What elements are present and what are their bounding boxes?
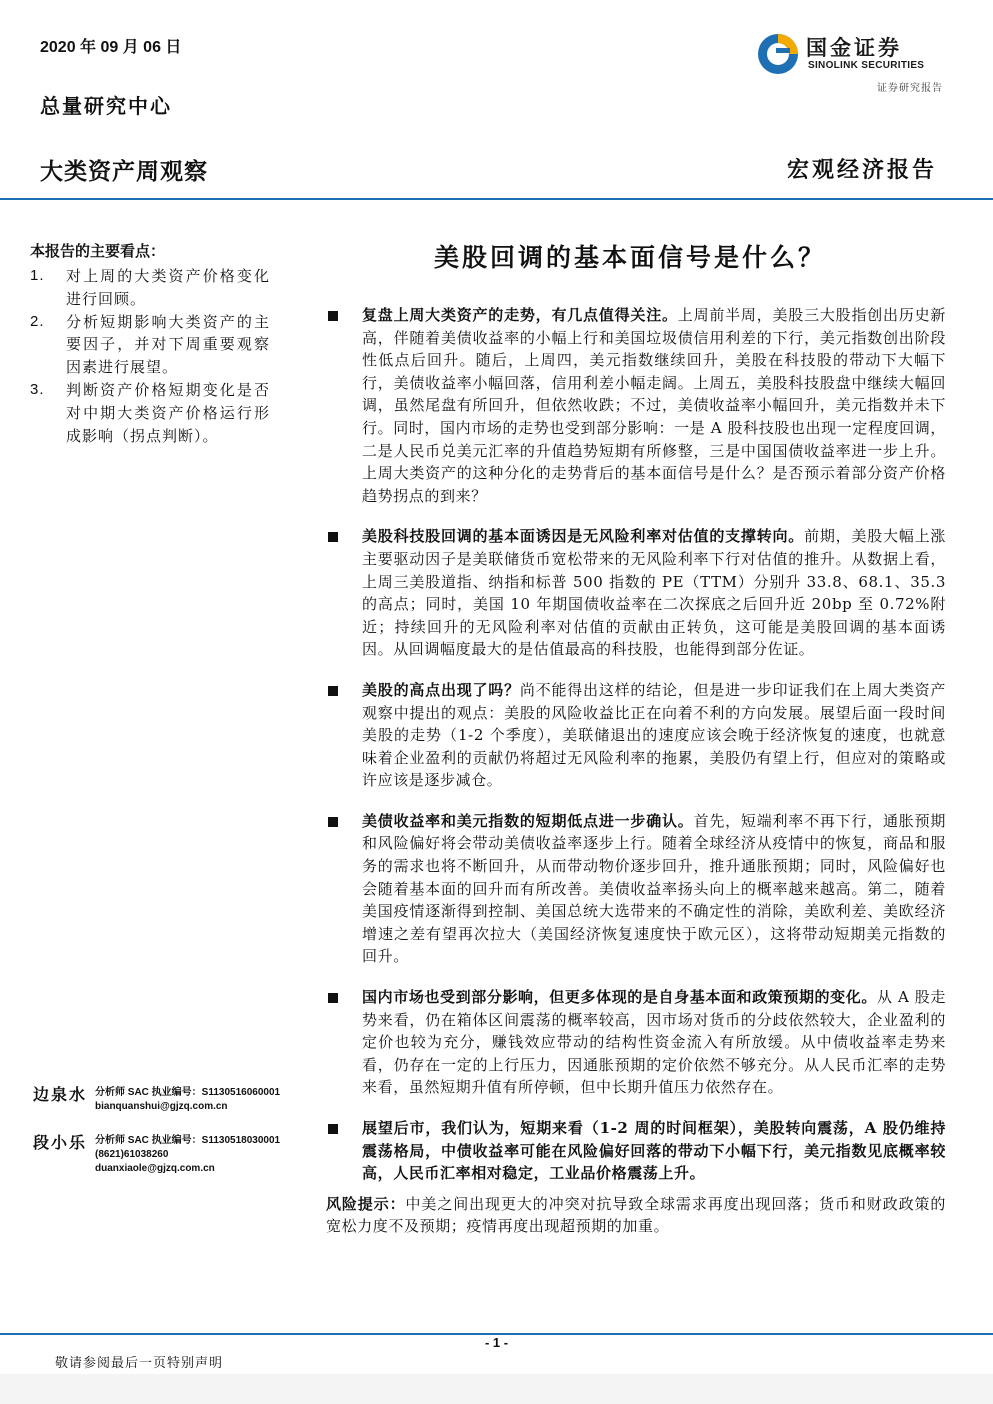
highlight-item xyxy=(30,379,270,447)
highlight-text: 判断资产价格短期变化是否对中期大类资产价格运行形成影响（拐点判断）。 xyxy=(66,380,270,445)
logo-mark-icon xyxy=(756,32,800,76)
analyst-info xyxy=(95,1086,280,1114)
column-name: 大类资产周观察 xyxy=(40,158,208,184)
key-point xyxy=(326,810,946,968)
risk-text: 中美之间出现更大的冲突对抗导致全球需求再度出现回落；货币和财政政策的宽松力度不及预期；疫情再度出现超预期的加重。 xyxy=(326,1194,946,1236)
square-bullet-icon xyxy=(328,686,338,696)
key-point xyxy=(326,1117,946,1185)
risk-label: 风险提示： xyxy=(326,1194,406,1213)
analyst-phone: (8621)61038260 xyxy=(95,1149,169,1160)
square-bullet-icon xyxy=(328,311,338,321)
key-point xyxy=(326,525,946,661)
key-point-text: 首先，短端利率不再下行，通胀预期和风险偏好将会带动美债收益率逐步上行。随着全球经济从疫情中的恢复，商品和服务的需求也将不断回升，从而带动物价逐步回升，推升通胀预期；同时，风险偏好也会随着基本面的回升而有所改善。美债收益率扬头向上的概率越来越高。第二，随着美国疫情逐渐得到控制、美国总统大选带来的不确定性的消除，美欧利差、美欧经济增速之差有望再次拉大（美国经济恢复速度快于欧元区），这将带动短期美元指数的回升。 xyxy=(362,811,946,966)
square-bullet-icon xyxy=(328,993,338,1003)
key-point-lead: 复盘上周大类资产的走势，有几点值得关注。 xyxy=(362,306,678,324)
key-point-lead: 美股科技股回调的基本面诱因是无风险利率对估值的支撑转向。 xyxy=(362,527,805,546)
page-number: - 1 - xyxy=(484,1335,509,1350)
key-point-text: 上周前半周，美股三大股指创出历史新高，伴随着美债收益率的小幅上行和美国垃圾债信用利差的下行，美元指数创出阶段性低点后回升。随后，上周四，美元指数继续回升，美股在科技股的带动下大幅下行，美债收益率小幅回落，信用利差小幅走阔。上周五，美股科技股盘中继续大幅回调，虽然尾盘有所回升，但依然收跌；不过，美债收益率小幅回升，美元指数并未下行。同时，国内市场的走势也受到部分影响：一是 A 股科技股也出现一定程度回调，二是人民币兑美元汇率的升值趋势短期有所修整，三是中国国债收益率进一步上升。上周大类资产的这种分化的走势背后的基本面信号是什么？是否预示着部分资产价格趋势拐点的到来？ xyxy=(362,306,946,505)
highlight-text: 对上周的大类资产价格变化进行回顾。 xyxy=(66,267,270,308)
highlight-item xyxy=(30,311,270,379)
key-point-text: 前期，美股大幅上涨主要驱动因子是美联储货币宽松带来的无风险利率下行对估值的推升。从数据上看，上周三美股道指、纳指和标普 500 指数的 PE（TTM）分别升 33.8、68.1、35.3 的高点；同时，美国 10 年期国债收益率在二次探底之后回升近 20bp 至 0.72%附近；持续回升的无风险利率对估值的贡献由正转负，这可能是美股回调的基本面诱因。从回调幅度最大的是估值最高的科技股，也能得到部分佐证。 xyxy=(362,527,946,659)
analyst-email[interactable]: duanxiaole@gjzq.com.cn xyxy=(95,1163,215,1174)
analyst-name: 段小乐 xyxy=(33,1133,88,1152)
disclaimer-note: 敬请参阅最后一页特别声明 xyxy=(55,1356,224,1371)
key-point-lead: 展望后市，我们认为，短期来看（1-2 周的时间框架），美股转向震荡，A 股仍维持震荡格局，中债收益率可能在风险偏好回落的带动下小幅下行，美元指数见底概率较高，人民币汇率相对稳定，工业品价格震荡上升。 xyxy=(362,1119,946,1183)
key-point xyxy=(326,679,946,792)
report-title: 美股回调的基本面信号是什么？ xyxy=(433,243,826,272)
analyst-name: 边泉水 xyxy=(33,1085,88,1104)
key-point-lead: 美股的高点出现了吗？ xyxy=(362,680,520,699)
highlight-item xyxy=(30,265,270,311)
square-bullet-icon xyxy=(328,1124,338,1134)
header-divider xyxy=(0,198,993,200)
key-point-text: 尚不能得出这样的结论，但是进一步印证我们在上周大类资产观察中提出的观点：美股的风险收益比正在向着不利的方向发展。展望后面一段时间美股的走势（1-2 个季度），美联储退出的速度应该会晚于经济恢复的速度，也就意味着企业盈利的贡献仍将超过无风险利率的拖累，美股仍有望上行，但应对的策略或许应该是逐步减仓。 xyxy=(362,680,946,790)
risk-warning xyxy=(326,1193,946,1238)
footer-bar xyxy=(0,1374,993,1404)
report-type: 宏观经济报告 xyxy=(786,157,937,183)
highlights-sidebar xyxy=(30,240,270,447)
key-point xyxy=(326,986,946,1099)
highlight-text: 分析短期影响大类资产的主要因子，并对下周重要观察因素进行展望。 xyxy=(66,312,270,377)
highlight-number: 1. xyxy=(30,267,45,284)
highlights-heading: 本报告的主要看点： xyxy=(30,242,166,260)
logo-cn-text: 国金证券 xyxy=(806,37,902,60)
square-bullet-icon xyxy=(328,817,338,827)
highlights-list xyxy=(30,265,270,447)
key-point-lead: 国内市场也受到部分影响，但更多体现的是自身基本面和政策预期的变化。 xyxy=(362,988,877,1007)
logo-subtitle: 证券研究报告 xyxy=(877,83,943,94)
key-point-lead: 美债收益率和美元指数的短期低点进一步确认。 xyxy=(362,811,694,830)
report-date: 2020 年 09 月 06 日 xyxy=(40,39,182,56)
highlight-number: 2. xyxy=(30,312,45,330)
key-point xyxy=(326,304,946,507)
analyst-info xyxy=(95,1134,280,1176)
main-content xyxy=(326,304,946,1238)
analyst-sac-id: 分析师 SAC 执业编号：S1130516060001 xyxy=(95,1087,281,1098)
department-name: 总量研究中心 xyxy=(40,94,172,118)
square-bullet-icon xyxy=(328,532,338,542)
highlight-number: 3. xyxy=(30,380,45,398)
key-point-text: 从 A 股走势来看，仍在箱体区间震荡的概率较高，因市场对货币的分歧依然较大，企业盈利的定价也较为充分，赚钱效应带动的结构性资金流入有所放缓。从中债收益率走势来看，仍存在一定的上行压力，因通胀预期的定价依然不够充分。从人民币汇率的走势来看，虽然短期升值有所停顿，但中长期升值压力依然存在。 xyxy=(362,988,946,1097)
logo-en-text: SINOLINK SECURITIES xyxy=(808,60,925,71)
company-logo xyxy=(756,30,946,80)
analyst-email[interactable]: bianquanshui@gjzq.com.cn xyxy=(95,1101,228,1112)
analyst-sac-id: 分析师 SAC 执业编号：S1130518030001 xyxy=(95,1135,281,1146)
